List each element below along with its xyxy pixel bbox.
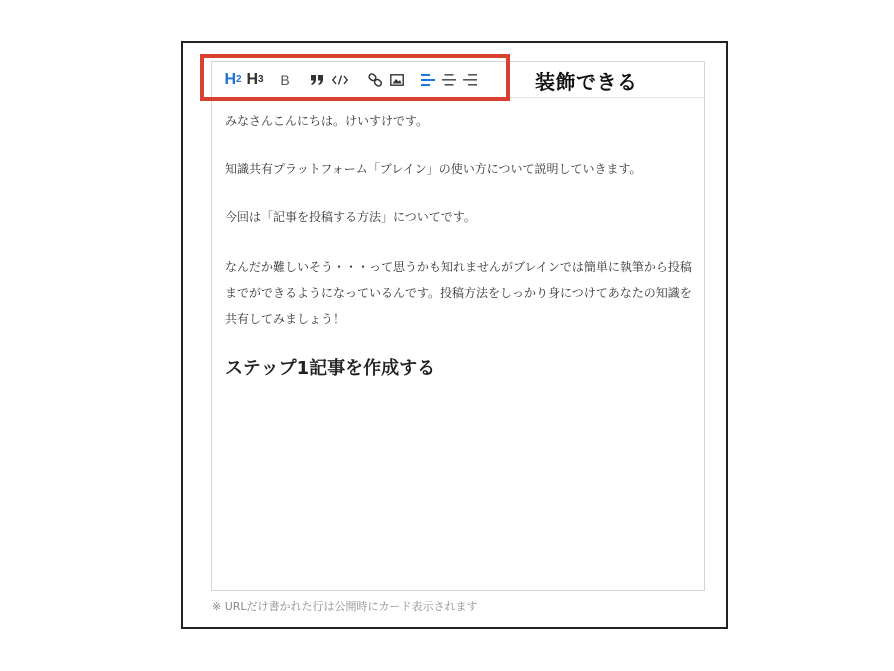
code-button[interactable]: [331, 62, 349, 98]
image-button[interactable]: [388, 62, 406, 98]
decoration-callout: 装飾できる: [535, 72, 638, 94]
align-right-button[interactable]: [462, 62, 478, 98]
h2-button[interactable]: H 2: [224, 71, 242, 88]
url-card-note: ※ URLだけ書かれた行は公開時にカード表示されます: [212, 600, 478, 613]
bold-icon: B: [280, 72, 290, 88]
code-icon: [332, 75, 348, 85]
align-left-button[interactable]: [420, 62, 436, 98]
paragraph-greeting: みなさんこんにちは。けいすけです。: [225, 114, 429, 128]
quote-icon: [310, 75, 324, 85]
link-icon: [368, 73, 383, 87]
paragraph-description: なんだか難しいそう・・・って思うかも知れませんがブレインでは簡単に執筆から投稿までができるようになっているんです。投稿方法をしっかり身につけてあなたの知識を共有してみましょう！: [225, 260, 692, 326]
image-icon: [390, 74, 404, 86]
h3-letter: H: [246, 71, 258, 88]
content-heading: ステップ1記事を作成する: [225, 358, 436, 379]
bold-button[interactable]: [277, 62, 293, 98]
align-center-icon: [442, 74, 456, 86]
h3-button[interactable]: H 3: [246, 71, 264, 88]
align-center-button[interactable]: [441, 62, 457, 98]
align-right-icon: [463, 74, 477, 86]
quote-button[interactable]: [308, 62, 326, 98]
h2-letter: H: [224, 71, 236, 88]
paragraph-intro: 知識共有プラットフォーム「ブレイン」の使い方について説明していきます。: [225, 162, 642, 176]
align-left-icon: [421, 74, 435, 86]
link-button[interactable]: [366, 62, 384, 98]
paragraph-topic: 今回は「記事を投稿する方法」についてです。: [225, 210, 476, 224]
